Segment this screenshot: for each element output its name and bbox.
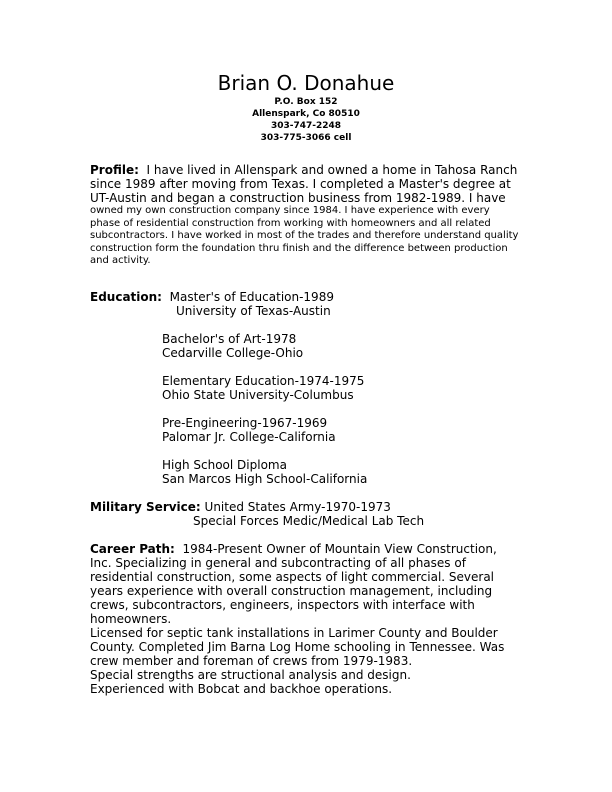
military-label: Military Service: xyxy=(90,500,201,514)
career-equipment: Experienced with Bobcat and backhoe operations. xyxy=(90,682,393,696)
education-school: University of Texas-Austin xyxy=(176,304,331,318)
profile-paragraph-large xyxy=(90,164,522,205)
education-degree: Bachelor's of Art-1978 xyxy=(162,332,297,346)
phone-number: 303-747-2248 xyxy=(270,121,342,131)
education-school: Cedarville College-Ohio xyxy=(162,346,304,360)
education-section xyxy=(90,290,530,486)
profile-text-small: owned my own construction company since 1984. I have experience with every phase of residential construction from working with homeowners and all related subcontractors. I have worked in most of the trades and therefore understand quality construction form the foundation thru finish and the difference between production and activity. xyxy=(90,205,519,267)
profile-label: Profile: xyxy=(90,163,139,177)
education-degree: Elementary Education-1974-1975 xyxy=(162,374,365,388)
career-strengths: Special strengths are structional analysis and design. xyxy=(90,668,411,682)
resume-name: Brian O. Donahue xyxy=(217,71,395,95)
address-line-1: P.O. Box 152 xyxy=(274,97,338,107)
education-school: Palomar Jr. College-California xyxy=(162,430,336,444)
military-section xyxy=(90,500,530,528)
contact-block xyxy=(0,96,612,144)
career-intro-paragraph xyxy=(90,542,520,626)
education-degree: Master's of Education-1989 xyxy=(169,290,334,304)
military-service: United States Army-1970-1973 xyxy=(204,500,391,514)
profile-text-large: I have lived in Allenspark and owned a home in Tahosa Ranch since 1989 after moving from Texas. I completed a Master's degree at UT-Austin and began a construction business from 1982-1989. I have xyxy=(90,163,518,205)
career-label: Career Path: xyxy=(90,542,175,556)
career-intro: 1984-Present Owner of Mountain View Construction, Inc. Specializing in general and subcontracting of all phases of residential construction, some aspects of light commercial. Several years experience with overall construction management, including crews, subcontractors, engineers, inspectors with interface with homeowners. xyxy=(90,542,497,626)
address-line-2: Allenspark, Co 80510 xyxy=(252,109,360,119)
career-section xyxy=(90,542,520,696)
cell-number: 303-775-3066 cell xyxy=(260,133,352,143)
education-school: San Marcos High School-California xyxy=(162,472,368,486)
education-school: Ohio State University-Columbus xyxy=(162,388,354,402)
military-line-1 xyxy=(90,500,530,514)
education-degree: High School Diploma xyxy=(162,458,287,472)
education-label: Education: xyxy=(90,290,162,304)
profile-section xyxy=(90,164,522,268)
career-license: Licensed for septic tank installations in Larimer County and Boulder County. Completed Jim Barna Log Home schooling in Tennessee. Was crew member and foreman of crews from 1979-1983. xyxy=(90,626,505,668)
education-entry-1 xyxy=(90,290,530,304)
military-role: Special Forces Medic/Medical Lab Tech xyxy=(193,514,425,528)
education-degree: Pre-Engineering-1967-1969 xyxy=(162,416,328,430)
